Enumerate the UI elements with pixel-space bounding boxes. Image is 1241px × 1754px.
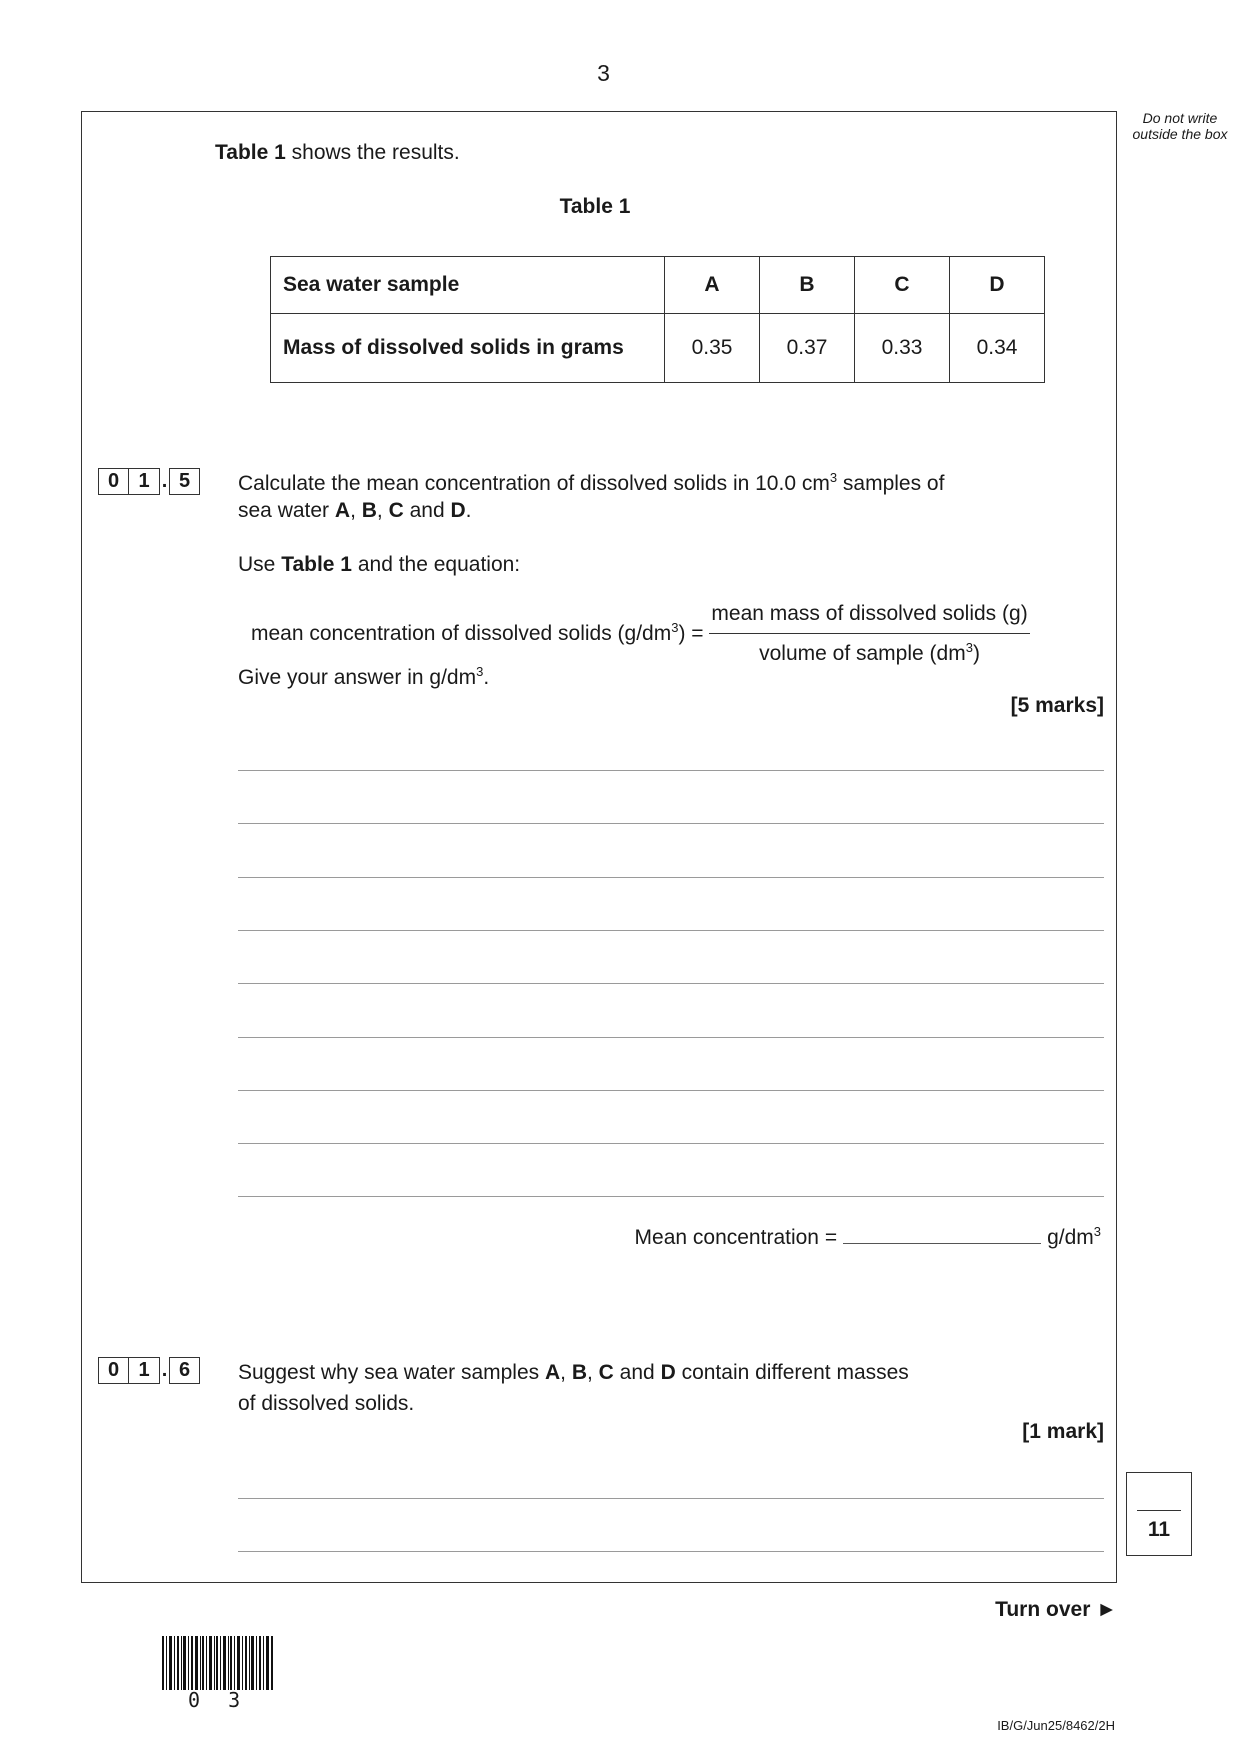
question-text-01-5-line2 bbox=[238, 497, 471, 524]
answer-line[interactable] bbox=[238, 823, 1104, 824]
question-text: Calculate the mean concentration of dissolved solids in 10.0 cm bbox=[238, 472, 830, 495]
mass-value: 0.37 bbox=[760, 314, 855, 383]
equation-fraction bbox=[709, 600, 1029, 667]
instruction-text: Give your answer in g/dm bbox=[238, 666, 477, 689]
sample-ref: C bbox=[598, 1361, 614, 1384]
row-header-mass: Mass of dissolved solids in grams bbox=[271, 314, 665, 383]
separator: , bbox=[350, 499, 362, 522]
separator: , bbox=[587, 1361, 599, 1384]
question-text-01-6-line2: of dissolved solids. bbox=[238, 1392, 415, 1415]
superscript: 3 bbox=[476, 664, 484, 679]
question-text: Suggest why sea water samples bbox=[238, 1361, 545, 1384]
sample-ref: B bbox=[571, 1361, 587, 1384]
question-text-01-6-line1 bbox=[238, 1359, 909, 1386]
question-digit: 1 bbox=[129, 1357, 160, 1384]
sample-ref: C bbox=[388, 499, 404, 522]
answer-line[interactable] bbox=[238, 1498, 1104, 1499]
score-box bbox=[1126, 1472, 1192, 1556]
answer-line[interactable] bbox=[238, 930, 1104, 931]
mass-value: 0.33 bbox=[855, 314, 950, 383]
page-number: 3 bbox=[597, 60, 610, 86]
question-number-01-5 bbox=[98, 468, 200, 495]
turn-over-label: Turn over ► bbox=[995, 1598, 1117, 1621]
marks-label: [1 mark] bbox=[1022, 1420, 1104, 1443]
concentration-equation bbox=[251, 600, 1030, 667]
question-digit: 6 bbox=[169, 1357, 200, 1384]
answer-line[interactable] bbox=[238, 1090, 1104, 1091]
separator: and bbox=[403, 499, 451, 522]
superscript: 3 bbox=[1093, 1224, 1101, 1239]
superscript: 3 bbox=[829, 470, 838, 485]
mean-concentration-answer bbox=[635, 1223, 1101, 1251]
footer-code: IB/G/Jun25/8462/2H bbox=[997, 1718, 1115, 1733]
equation-numerator: mean mass of dissolved solids (g) bbox=[709, 600, 1029, 634]
sample-ref: D bbox=[660, 1361, 676, 1384]
question-text: sea water bbox=[238, 499, 335, 522]
answer-unit: g/dm bbox=[1047, 1226, 1094, 1249]
superscript: 3 bbox=[965, 640, 973, 655]
answer-line[interactable] bbox=[238, 877, 1104, 878]
answer-line[interactable] bbox=[238, 770, 1104, 771]
equation-text: volume of sample (dm bbox=[759, 642, 966, 665]
sample-label: A bbox=[665, 257, 760, 314]
sample-ref: A bbox=[334, 499, 351, 522]
barcode-icon bbox=[162, 1636, 274, 1690]
score-total: 11 bbox=[1147, 1518, 1171, 1541]
answer-line[interactable] bbox=[238, 1037, 1104, 1038]
equation-text: mean concentration of dissolved solids (g/dm bbox=[251, 622, 672, 645]
table-title: Table 1 bbox=[559, 195, 631, 218]
sample-label: C bbox=[855, 257, 950, 314]
table-ref: Table 1 bbox=[215, 141, 286, 164]
table-intro bbox=[215, 139, 460, 166]
question-digit: 0 bbox=[98, 468, 129, 495]
separator: and bbox=[613, 1361, 661, 1384]
table-row bbox=[271, 257, 1045, 314]
answer-line[interactable] bbox=[238, 1143, 1104, 1144]
instruction-text: Use bbox=[238, 553, 282, 576]
equation-text: ) bbox=[972, 642, 980, 665]
mass-value: 0.35 bbox=[665, 314, 760, 383]
instruction-text: and the equation: bbox=[352, 553, 521, 576]
barcode-digits: 0 3 bbox=[188, 1688, 249, 1712]
use-table-instruction bbox=[238, 551, 520, 578]
question-digit: 5 bbox=[169, 468, 200, 495]
table-intro-text: shows the results. bbox=[285, 141, 460, 164]
separator: . bbox=[465, 499, 472, 522]
marks-label: [5 marks] bbox=[1010, 694, 1104, 717]
equation-text: ) = bbox=[678, 622, 704, 645]
answer-blank[interactable] bbox=[843, 1223, 1041, 1244]
sample-ref: D bbox=[450, 499, 466, 522]
sample-ref: A bbox=[544, 1361, 561, 1384]
question-digit: 0 bbox=[98, 1357, 129, 1384]
question-text-01-5-line1 bbox=[238, 470, 944, 497]
question-text: samples of bbox=[837, 472, 945, 495]
question-dot: . bbox=[161, 470, 168, 492]
question-number-01-6 bbox=[98, 1357, 200, 1384]
margin-note: Do not write outside the box bbox=[1132, 110, 1228, 142]
equation-lhs bbox=[251, 622, 704, 645]
superscript: 3 bbox=[671, 620, 679, 635]
question-dot: . bbox=[161, 1359, 168, 1381]
separator: , bbox=[376, 499, 389, 522]
sample-label: B bbox=[760, 257, 855, 314]
answer-line[interactable] bbox=[238, 1551, 1104, 1552]
table-row bbox=[271, 314, 1045, 383]
answer-label: Mean concentration = bbox=[634, 1226, 838, 1249]
question-text: contain different masses bbox=[675, 1361, 909, 1384]
instruction-text: . bbox=[483, 666, 490, 689]
answer-line[interactable] bbox=[238, 983, 1104, 984]
separator: , bbox=[560, 1361, 572, 1384]
table-ref: Table 1 bbox=[281, 553, 352, 576]
equation-denominator bbox=[709, 634, 1029, 667]
sample-label: D bbox=[950, 257, 1045, 314]
question-digit: 1 bbox=[129, 468, 160, 495]
score-box-line bbox=[1137, 1510, 1181, 1511]
mass-value: 0.34 bbox=[950, 314, 1045, 383]
row-header-sample: Sea water sample bbox=[271, 257, 665, 314]
answer-unit-instruction bbox=[238, 664, 489, 691]
answer-line[interactable] bbox=[238, 1196, 1104, 1197]
sample-ref: B bbox=[361, 499, 377, 522]
results-table bbox=[270, 256, 1045, 383]
